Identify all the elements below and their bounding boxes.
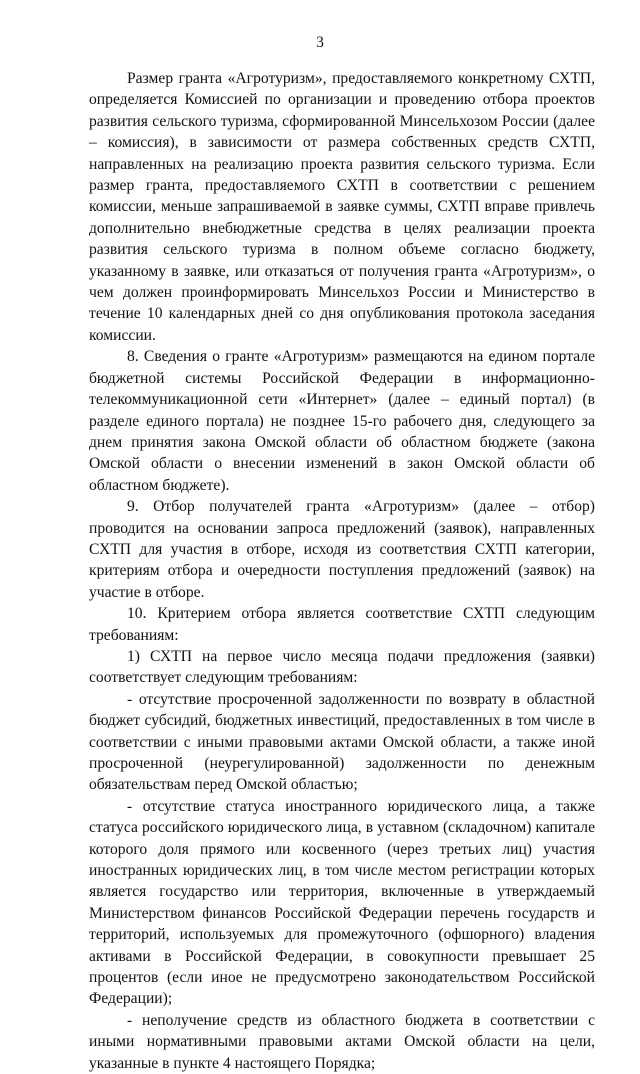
paragraph-requirement-foreign-status: - отсутствие статуса иностранного юридического лица, а также статуса российского юридического лица, в уставном (складочном) капитале которого доля прямого или косвенного (через третьих лиц) участия иностранных юридических лиц, в том числе местом регистрации которых является государство или территория, включенные в утверждаемый Министерством финансов Российской Федерации перечень государств и территорий, используемых для промежуточного (офшорного) владения активами в Российской Федерации, в совокупности превышает 25 процентов (если иное не предусмотрено законодательством Российской Федерации);	[89, 797, 595, 1008]
paragraph-subitem-1: 1) СХТП на первое число месяца подачи предложения (заявки) соответствует следующим требованиям:	[89, 647, 595, 687]
page-number: 3	[316, 34, 324, 51]
paragraph-requirement-no-funds: - неполучение средств из областного бюджета в соответствии с иными нормативными правовыми актами Омской области на цели, указанные в пункте 4 настоящего Порядка;	[89, 1011, 595, 1072]
paragraph-grant-size: Размер гранта «Агротуризм», предоставляемого конкретному СХТП, определяется Комиссией по организации и проведению отбора проектов развития сельского туризма, сформированной Минсельхозом России (далее – комиссия), в зависимости от размера собственных средств СХТП, направленных на реализацию проекта развития сельского туризма. Если размер гранта, предоставляемого СХТП в соответствии с решением комиссии, меньше запрашиваемой в заявке суммы, СХТП вправе привлечь дополнительно внебюджетные средства в целях реализации проекта развития сельского туризма в полном объеме согласно бюджету, указанному в заявке, или отказаться от получения гранта «Агротуризм», о чем должен проинформировать Минсельхоз России и Министерство в течение 10 календарных дней со дня опубликования протокола заседания комиссии.	[89, 70, 595, 344]
paragraph-item-9: 9. Отбор получателей гранта «Агротуризм» (далее – отбор) проводится на основании запроса предложений (заявок), направленных СХТП для участия в отборе, исходя из соответствия СХТП категории, критериям отбора и очередности поступления предложений (заявок) на участие в отборе.	[89, 498, 595, 601]
document-body	[89, 68, 595, 1074]
paragraph-requirement-debt: - отсутствие просроченной задолженности по возврату в областной бюджет субсидий, бюджетных инвестиций, предоставленных в том числе в соответствии с иными правовыми актами Омской области, а также иной просроченной (неурегулированной) задолженности по денежным обязательствам перед Омской областью;	[89, 690, 595, 794]
paragraph-item-10: 10. Критерием отбора является соответствие СХТП следующим требованиям:	[89, 605, 595, 644]
paragraph-item-8: 8. Сведения о гранте «Агротуризм» размещаются на едином портале бюджетной системы Российской Федерации в информационно-телекоммуникационной сети «Интернет» (далее – единый портал) (в разделе единого портала) не позднее 15-го рабочего дня, следующего за днем принятия закона Омской области об областном бюджете (закона Омской области о внесении изменений в закон Омской области об областном бюджете).	[89, 348, 595, 494]
